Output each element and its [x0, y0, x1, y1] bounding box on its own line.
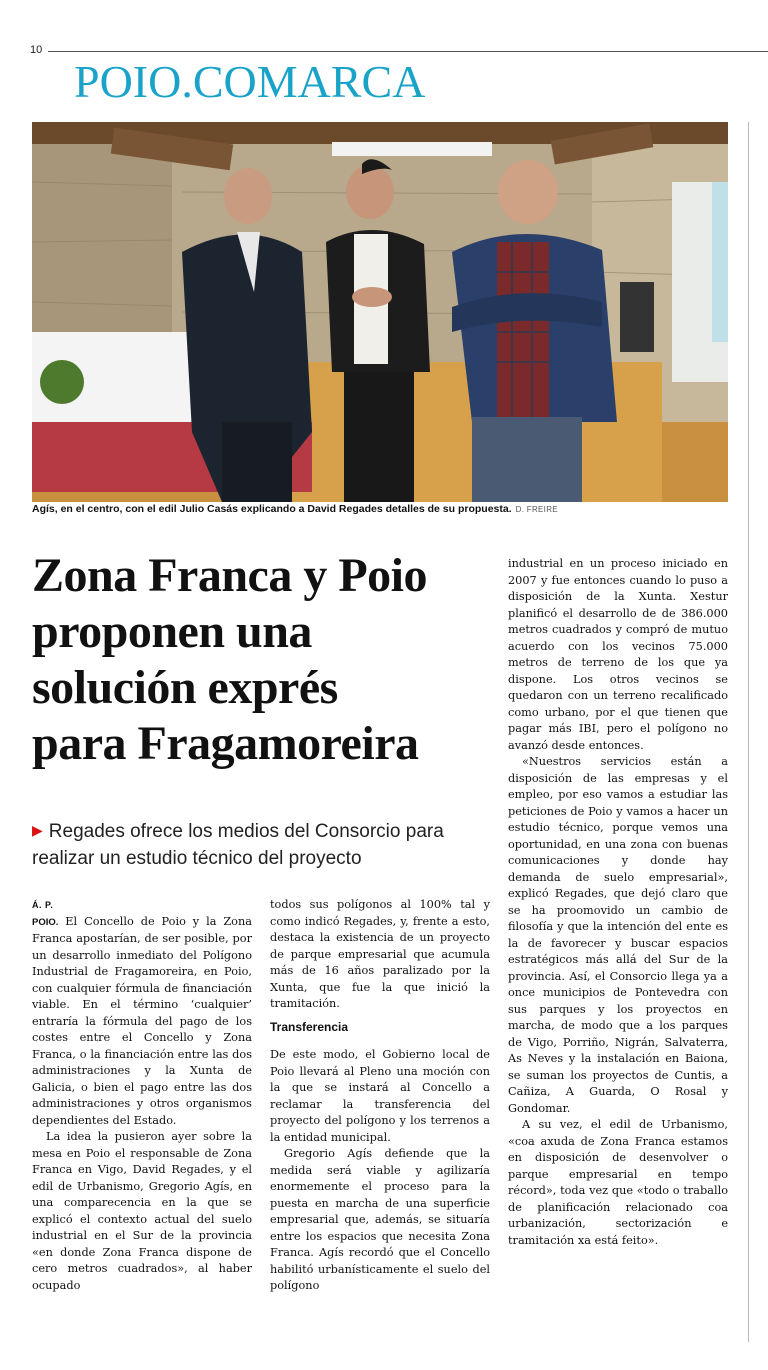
headline-line: solución exprés	[32, 661, 338, 714]
paragraph: De este modo, el Gobierno local de Poio llevará al Pleno una moción con la que se instará al Concello a reclamar la transferencia del proyecto del polígono y los terrenos a la entidad municipal.	[270, 1048, 490, 1144]
byline: Á. P.	[32, 900, 54, 910]
paragraph-text: El Concello de Poio y la Zona Franca apostarían, de ser posible, por un desarrollo inmediato del Polígono Industrial de Fragamoreira, en Poio, con cualquier fórmula de financiación viable. En el término ‘cualquier’ entraría la fórmula del pago de los costes entre el Concello y Zona Franca, o la financiación entre las dos administraciones y la Xunta de Galicia, o bien el pago entre las dos administraciones y otros organismos dependientes del Estado.	[32, 914, 252, 1127]
article-column-1	[32, 897, 252, 1294]
subsection-heading: Transferencia	[270, 1019, 349, 1034]
paragraph: todos sus polígonos al 100% tal y como indicó Regades, y, frente a esto, destaca la existencia de un proyecto de parque empresarial que acumula más de 16 años paralizado por la Xunta, que fue la que inició la tramitación.	[270, 898, 490, 1010]
caption-text: Agís, en el centro, con el edil Julio Casás explicando a David Regades detalles de su propuesta.	[32, 503, 512, 515]
triangle-bullet-icon: ▶	[32, 822, 43, 838]
headline-line: Zona Franca y Poio	[32, 549, 427, 602]
photo-credit: D. FREIRE	[515, 505, 558, 514]
paragraph: A su vez, el edil de Urbanismo, «coa axuda de Zona Franca estamos en disposición de desenvolver o parque empresarial en tempo récord», toda vez que «todo o traballo de planificación relacionado coa urbanización, sectorización e tramitación xa está feito».	[508, 1118, 728, 1247]
paragraph: industrial en un proceso iniciado en 2007 y fue entonces cuando lo puso a disposición de la Xunta. Xestur planificó el desarrollo de de 386.000 metros cuadrados y compró de mutuo acuerdo con los vecinos 75.000 metros de terreno de los que ya dispone. Los otros vecinos se quedaron con un terreno recalificado como urbano, por el que tienen que pagar más IBI, pero el polígono no avanzó desde entonces.	[508, 557, 728, 752]
page-number: 10	[30, 44, 43, 56]
paragraph: La idea la pusieron ayer sobre la mesa en Poio el responsable de Zona Franca en Vigo, David Regades, y el edil de Urbanismo, Gregorio Agís, en una comparecencia en la que se explicó el contexto actual del suelo industrial en el Sur de la provincia «en donde Zona Franca dispone de cero metros cuadrados», al haber ocupado	[32, 1130, 252, 1292]
headline-line: para Fragamoreira	[32, 717, 419, 770]
subheadline	[32, 817, 492, 872]
paragraph: Gregorio Agís defiende que la medida será viable y agilizaría enormemente el proceso para la puesta en marcha de una superficie empresarial que, además, se situaría entre los espacios que necesita Zona Franca. Agís recordó que el Concello habilitó urbanísticamente el suelo del polígono	[270, 1147, 490, 1292]
photo-caption	[32, 502, 752, 517]
section-title: POIO.COMARCA	[74, 56, 426, 107]
paragraph: «Nuestros servicios están a disposición de las empresas y el empleo, por eso vamos a estudiar las peticiones de Poio y vamos a hacer un estudio técnico, porque vemos una oportunidad, en una zona con buenas comunicaciones y donde hay demanda de suelo empresarial», explicó Regades, que dejó claro que se ha proomovido un cambio de filosofía y que la intención del ente es la de favorecer y buscar espacios estratégicos más allá del Sur de la provincia. Así, el Consorcio llega ya a once municipios de Pontevedra con sus parques y los proyectos en marcha, de modo que a los parques de Vigo, Porriño, Nigrán, Salvaterra, As Neves y la instalación en Baiona, se suman los proyectos de Cuntis, a Cañiza, A Guarda, O Rosal y Gondomar.	[508, 755, 728, 1115]
article-photo	[32, 122, 728, 502]
paragraph	[32, 914, 252, 1130]
subheadline-text: Regades ofrece los medios del Consorcio para realizar un estudio técnico del proyecto	[32, 821, 444, 869]
column-rule	[748, 122, 749, 1342]
article-column-3	[508, 556, 728, 1249]
headline-line: proponen una	[32, 605, 312, 658]
dateline: POIO.	[32, 916, 59, 928]
top-rule	[48, 51, 768, 52]
headline	[32, 548, 472, 772]
article-column-2	[270, 897, 490, 1295]
